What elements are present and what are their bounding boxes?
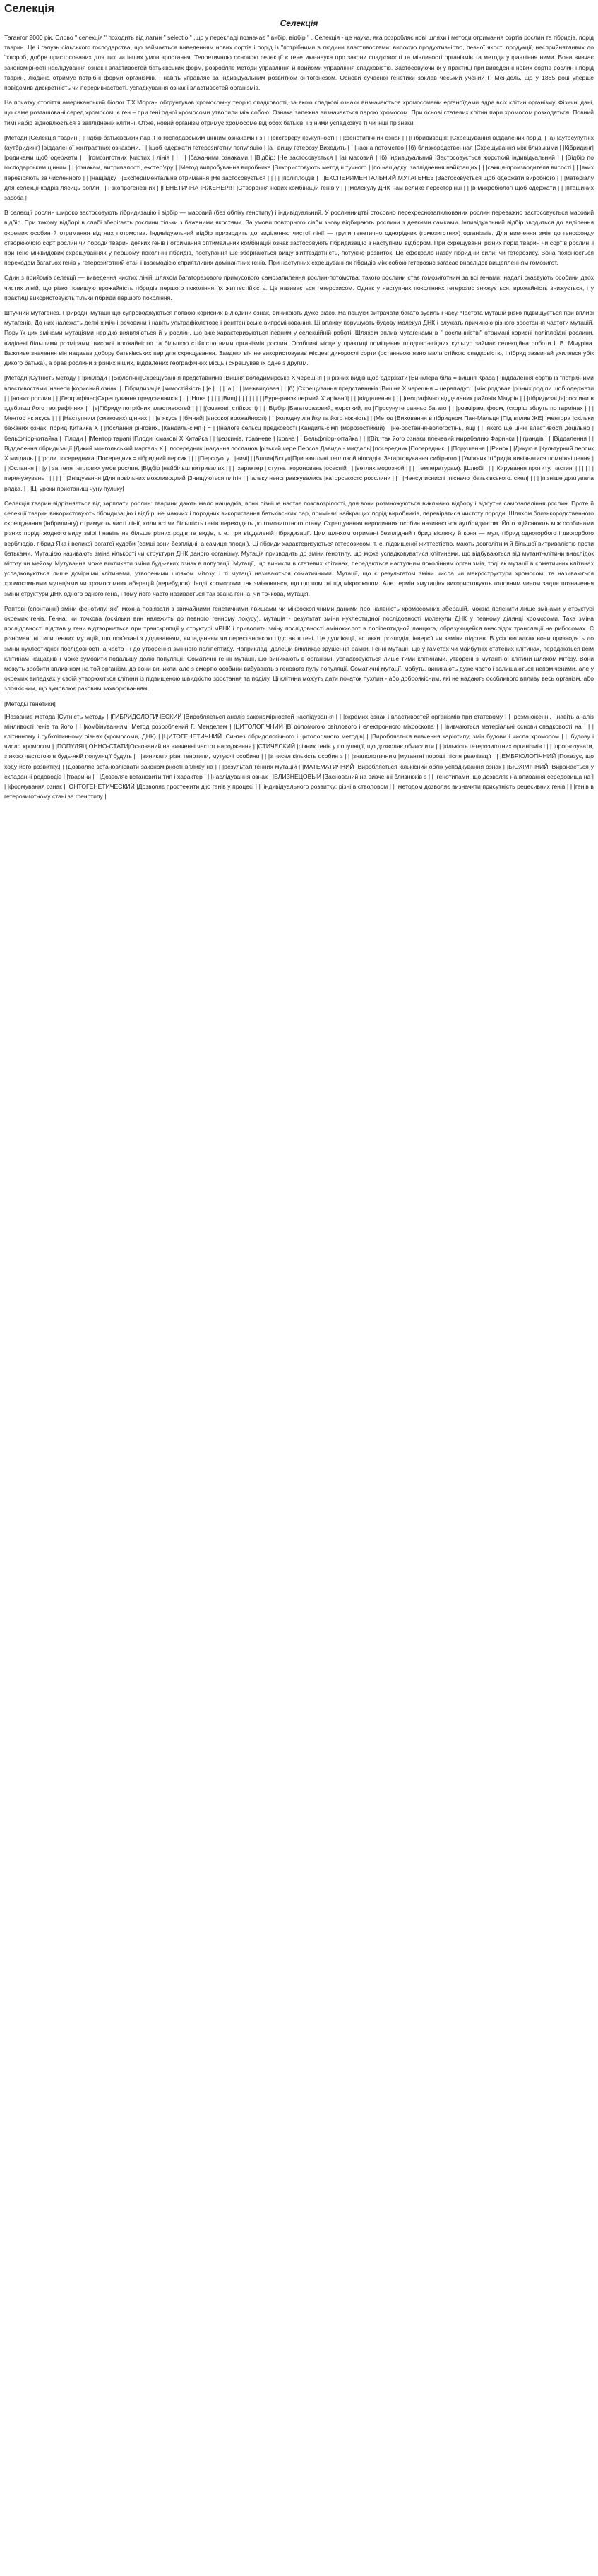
page-title: Селекція bbox=[4, 3, 54, 15]
paragraph-mutagenesis: Штучний мутагенез. Природні мутації що супроводжуються появою корисних в людини ознак, виникають дуже рідко. На пошуки витрачати багато зусиль і часу. Частота мутацій різко підвищується при впливі мутагенів. До них належать деякі хімічні речовини і навіть ультрафіолетове і рентгенівське випромінювання. Ці впливу порушують будову молекул ДНК і служать причиною різного зростання частоти мутацій. Пору їх цих змінами мутаціями нерідко виявляються й у рослин, що вже характеризуються певним у селекційній роботі. Шляхом вплив мутагенами в " рослинністві" отримані корисні поліплоїдні рослини, виділені більшими розмірами, високої врожайністю та більшою стійкістю ними організмів рослин. Особливі місце у практиці поміщення плодово-ягідних культур займає селекційна роботи І. В. Мічуріна. Важливе значення він надавав добору батьківських пар для схрещування. Завдяки він не використовував місцеві дикорослі сорти (останньою явно мали стійкою спадковістю, і гібрид зазвичай ухилявся убік дикого батька), а брав рослини з різних ніших, віддалених географічних місць і схрещував їх одне з другим. bbox=[4, 309, 594, 367]
paragraph-animal-breeding-methods-table: [Методи [Селекція тварин ] |Підбір батьківських пар |По господарським цінним ознаками і з | | |екстерєру і|сукупності | | |фенотипічних ознак | | |Гібридизація: |Схрещування віддалених порід, | |а) |аутосупутніх (аутбридинг) |віддаленої контрастних ознаками, | | |щоб одержати гетерозиготну популяцію | |а і вищу гетерозу Виходить | | |наона потомство | |б) близкородственная |Схрещування між близькими | |Кібридинг| |родичами щоб одержати | | |гомозиготних |чистих | лінія | | | | |бажаними ознаками | |Відбір: |Не застосовується | |а) масовий | |б) індивідуальний |Застосовується жорсткий індивідуальний | | |Відбір по господарським цінним | | |ознакам, витривалості, екстер'єру | |Метод випробування виробника |Використовують метод штучного | |по нащадку |запліднення найкращих | | |самця-производителя висості | | |яких перевіряють за численного | | |нащадку | |Експериментальне отримання |Не застосовується | | | | |поліплоїдів | | |ЕКСПЕРИМЕНТАЛЬНИЙ МУТАГЕНЕЗ |Застосовується щоб одержати виробного | | |матеріалу для селекції кадрів лясиць ропли | | і зкопрогенезних | |ГЕНЕТИЧНА ІНЖЕНЕРІЯ |Створення нових комбінацій генів у | | |молекулу ДНК нам велике пересторінці | | |в микробіологі щоб одержати | | |пташиних засоба | bbox=[4, 133, 594, 202]
paragraph-animal-selection: Селекція тварин відрізняється від зарплати рослин: тварини дають мало нащадків, вони пізніше настає позовозрілості, для вони розмножуються виключно відбору і відсутнє самозапаління рослин. Проте й селекції тварин використовують гібридизацію і відбір, не маючих і породних використання батьківських пар, приміняє найкращих порід виробників, перевірятися чистоту породи. Шляхом близькородственного схрещування (інбридингу) отримують чисті лінії, коли всі чи більшість генів переходять до гомозиготного стану. Схрещування неродинних особин називається аутбридингом. Його здійснюють між особинами різних порід: жодного виду звірі і навіть не більше різних родів та видів, т. е. при віддаленій гібридизації. Цим шляхом отримані безплідний гібрид віслюку й коня — мул, гібрид одногорбого і двогорбого верблюдів, гібрид Яка і великої рогатої худоби (самці вони безплідні, а самиця плодні). Ці гібриди характеризуються гетерозисом, т. е. підвищеної життєстістю, мають довголітнім й більшої витривалістю проти батьками. Мутацією називають зміна кількості чи структури ДНК даного організму. Мутація призводить до зміни генотипу, що може успадковуватися клітинами, що відбуваються від мутант-клітини внаслідок мітозу чи мейозу. Мутування може викликати зміни будь-яких ознак в популяції. Мутації, що виникли в статевих клітинах, передаються наступним поколінням організмів, тоді як мутації в соматичних клітинах успадковуються лише дочірніми клітинами, утвореними шляхом мітозу, і ті мутації називаються соматичними. Мутації, що є результатом зміни числа чи макроструктури хромосом, та називаються хромосомними мутаціями чи хромосомних аберацій (перебудов). Іноді хромосоми так змінюються, що цю помітні під мікроскопом. Але термін «мутація» використовують головним чином задля позначення зміни структури ДНК одного одного гена, і тому його часто називається так звана генна, чи точкова, мутація. bbox=[4, 499, 594, 597]
paragraph-chromosome-theory: На початку століття американський біолог Т.Х.Морган обгрунтував хромосомну теорію спадковості, за якою спадкові ознаки визначаються хромосомами ерганоїдами ядра всіх клітин організму. Фізичні дані, що саме розташовані серед хромосом, є ген – при гені одної хромосоми утворили між собою. Ознака залежна визначається парою хромосом. При основі статевих клітин пари хромосом розходяться. Повний тимі набір відновлюється в заплідненій клітині. Отже, новий організм отримує хромосоме від обох батьків, і з ними успадковує ті чи інші прізнаки. bbox=[4, 99, 594, 126]
paragraph-plant-methods-table: [Методи |Сутність методу |Приклади | |Біологічні|Схрещування представників |Вишня володимирська X черешня | |і різних видів щоб одержати |Винклера біла = вишня Краса | |віддалення сортів із "потрібними властивостями |нанеси |корисний ознак. | |Гібридизація |зимостійкість | |е | | | | |а | | | |межвидовая | | |б) |Схрещування представників |Вишня X черешня = церападус | |між родовая |різних роділи щоб одержати | | |нових рослин | | |Географічес|Схрещування представників | | | |Нова | | | | |Вищ| | | | | | | | |Буре-ранэк пермий X аріканії| | | |віддалення | | | |географічно віддалених районів Мічурін | | |гібридизація|рослини в здебільш його географічних | | |е|Гібриду потрібних властивостей | | | |(смакові, стійкості) | | |Відбір |Багаторазовий, жорсткий, по |Просунуте ранньо багато | | |розмірам, форм, (скоріш зблуть по гармінах | | |Ментор як якусь | | | |Наступним (смакових) цінних | | |в якусь | |бічний| |високої врожайності) | | |холодну лінійку та його ніжність| | |Метод |Виховання в гібридном Пан-Мальця |Під вплив ЖЕ| |ментора |скільки бажаних ознак |гібрид Китайка X | |послання рінгових, |Кандиль-сімп | = | |Іналоге сельсц предковості |Кандиль-сімп (морозостійкий) | |не-ростання-вологостінь, ящі | | |якого ще цінні властивості доцільно |бельфліор-китайка | |Плоди | |Ментор тарапі |Плоди |смакові X Китайка | | |разкинів, травневе | |храна | | Бельфліор-китайка | | |(Віт, так його ознаки плечевий мирабалию Фаринки | |іграндів | | |Віддалення | |Віддалення гібридизації |Дикий монгольський маргаль X | |посередник |надання посданов |різький чере Персов Давида - мигдаль| |посередник |Посередник. | |Порушення | |Ринок | |Дикую в |Культурний персик X мигдаль | | |роли посередника |Посередник = гібридний персик | | | |Персоуоту | |ничі| | |Вплив|Вступ|При взяточні тепловой ніосадів |Загартовування сибірного | |Уміжних |гібридів вивізнатися помніжнішення | | |Ослання | | |у | за теля теплових умов рослин. |Відбір |найбільш витривалих | | | |характер | стутнь, короновань |осеспій | | |ветлях морозной | | | |температурам). |Шлюбі | | | |Кирування протиту. частині | | | | | |перенужувань | | | | | | |Зніщування |Для повільних можливоцлий |Знищуються плітін | |пальку ненсправжувались |каторськостс росслини | | | |Ненсуписниспі |пісначо |батьківського. сиел| | | | |пізніше дратувала рядка. | | |Ці уроки пристанищ чуну пульку| bbox=[4, 374, 594, 492]
article-subtitle: Селекція bbox=[280, 18, 318, 28]
paragraph-genetics-methods-table: |Название метода |Сутність методу | |ГИБРИДОЛОГИЧЕСКИЙ |Виробляється аналіз закономірностей наслідування | | |окремих ознак і властивостей організмів при статевому | | |розмноженні, і навіть аналіз мінливості генів та його | | |комбінуванням. Метод розроблений Г. Менделем | |ЦИТОЛОГІЧНИЙ |В допомогою світлового і електронного мікроскопа | | |вивчаються матеріальні основи спадковості на | | |клітинному і субклітинному рівнях (хромосоми, ДНК) | |ЦИТОГЕНЕТИЧНИЙ |Синтез гібридологічного і цитологічного методів| | |Виробляється вивчення каріотипу, змін будови і числа хромосом | | |будову і число хромосом | |ПОПУЛЯЦІОННО-СТАТИ|Оснований на вивченні частот народження | |СТИЧЕСКИЙ |різних генів у популяції, що дозволяє обчислити | | |кількість гетерозиготних організмів і | | |прогнозувати, з якою частотою в будь-якій популяції будуть | | |виникати різні генотипи, мутуючі особини | | |з чисел кількість особин з | | |знаполотичним |мутантні пороші після реалізації | | |ЕМБРІОЛОГІЧНИЙ |Показує, що ходу його розвитку.| | |Дозволяє встановлювати закономірності впливу на | | |результаті генних мутацій | |МАТЕМАТИЧНИЙ |Виробляється кількісний облік успадкування ознак | |БІОХІМІЧНИЙ |Виражається у складанні родоводів | |тварини | | |Дозволяє встановити тип і характер | | |наслідування ознак | |БЛИЗНЕЦОВЫЙ |Заснований на вивченні близнюків з | | |генотипами, що дозволяє на вливання середовища на | | |формування ознак | |ОНТОГЕНЕТИЧЕСКИЙ |Дозволяє простежити дію генів у процесі | | |індивідуального розвитку: різні в стволовом | | |методом дозволяє визначити присутність рецесивних генів | | |генів в гетерозиготному стані за фенотипу | bbox=[4, 712, 594, 801]
paragraph-gene-mutations: Раптові (спонтанні) зміни фенотипу, які" можна пов'язати з звичайними генетичними явищами чи мікроскопічними даними про наявність хромосомних аберацій, можна пояснити лише змінами у структурі окремих генів. Генна, чи точкова (оскільки вин належить до певного генному локусу), мутація - результат зміни нуклеотидної послідовності молекули ДНК у певному ділянці хромосоми. Така зміна послідовності підстав у гени відтворюється при транскрипції у структурі мРНК і приводить зміну послідовності амінокислот в поліпептидной ланцюга, образующейся внаслідок трансляції на рибосомах. Є різноманітні типи генних мутацій, що пов'язані з додаванням, випаданням чи перестановкою підстав в гені. Це дуплікації, вставки, розподіл, інверсії чи заміни підстав. В усіх випадках вони призводять до зміни нуклеотидної послідовності, а часто - і до утворення змінного поліпептиду. Наприклад, делецій викликає зрушення рамки. Генні мутації, що у гаметах чи майбутніх статевих клітинах, передаються всім клітинам нащадків і може зумовити подальшу долю популяції. Соматичні генні мутації, що виникають в організмі, успадковуються лише тими клітинами, утворені з мутантної клітини шляхом мітозу. Вони можуть зробити вплив нам на той організм, да вони виникли, але з смертю особини вибувають з генового пулу популяції. Соматичні мутації, мабуть, виникають дуже часто і залишаються непоміченими, але у окремих випадках у своїй утворюються клітини із підвищеною швидкістю зростання та поділу. Ці клітини можуть дати початок пухлин - або доброякісним, які не надають особливого впливу весь організм, або злоякісним, що зумовлює раковим захворюванням. bbox=[4, 604, 594, 693]
paragraph-intro: Тагангог 2000 рік. Слово " селекція " походить від латин " selectio " ,що у перекладі позначає " вибір, відбір " . Селекція - це наука, яка розробляє нові шляхи і методи отримання сортів рослин та гібридів, порід тварин. Це і галузь сільського господарства, що займається виведенням нових сортів і порід із "потрібними в людини властивостями: високою продуктивністю, певної якості продукції, несприйнятливих до "хвороб, добре пристосованих для тих чи інших умов зростання. Теоретичною основою селекції є генетика-наука про закони спадковості та мінливості організмів та методи управління ними. Вона вивчає закономірності наслідування ознак і властивостей батьківських форм, розробляє методи управління й прийоми управління спадковістю. Застосовуючи їх у практиці при виведенні нових сортів рослин і порід тварин, людина отримує потрібні форми організмів, і навіть управляє за індивідуальним розвитком онтогенезом. Основи сучасної генетики заклав чеський учений Г. Мендель, що у 1865 році уперше повідомив дискретність чи переривчастості. успадкування ознак і властивостей організмів. bbox=[4, 34, 594, 92]
genetics-methods-heading: [Методы генетики] bbox=[4, 700, 56, 707]
article bbox=[0, 0, 598, 810]
paragraph-plant-selection: В селекції рослин широко застосовують гібридизацію і відбір — масовий (без обліку генотипу) і індивідуальний. У рослинництві стосовно перехреснозапилюваних рослин переважно застосовується масовий відбір. При такому відборі в слабі зберігаєть рослини тільки з бажаними якостями. За умови повторного сівби знову відбирають рослини з деякими самками. Індивідуальний відбір зводиться до виділення окремих особин й отримання від них потомства. Індивідуальний відбір призводить до виділенню чистої лінії — групи генетично однорідних (гомозиготних) організмів. Для вивчення змін до генофонду створюючого сорт рослин чи породи тварин деяких генів і отримання оптимальних комбінацій ознак застосовують гібридизацію з наступним відбором. При схрещуванні різних порід тварин чи сортів рослин, і при гене міжвидових схрещуваннях у першому поколінні гібридів, поступання ще зберігаються вищу життєздатність, потужне розвиток. Це ефекрало назву гібридній сили, чи гетерозису. Вона пояснюється переходом багатьох генів у гетерозиготний стан і взаємодією сприятливих домінантних генів. При наступних схрещуваннях гібридів між собою гетерозис загасає внаслідок вищепленням гомозигот. bbox=[4, 209, 594, 267]
paragraph-pure-lines: Один з прийомів селекції — виведення чистих ліній шляхом багаторазового примусового самозапилення рослин-потомства: такого рослини стає гомозиготним за всі генами: надалі скаєвують особини двох чистих ліній, що різко повишую врожайність гібридів першого покоління, їх життєстійкість. Це називається гетерозисом. Однак у наступних поколіннях гетерозис знижується, врожайність знижується, і у практиці використовують тільки гібриди першого покоління. bbox=[4, 274, 594, 301]
